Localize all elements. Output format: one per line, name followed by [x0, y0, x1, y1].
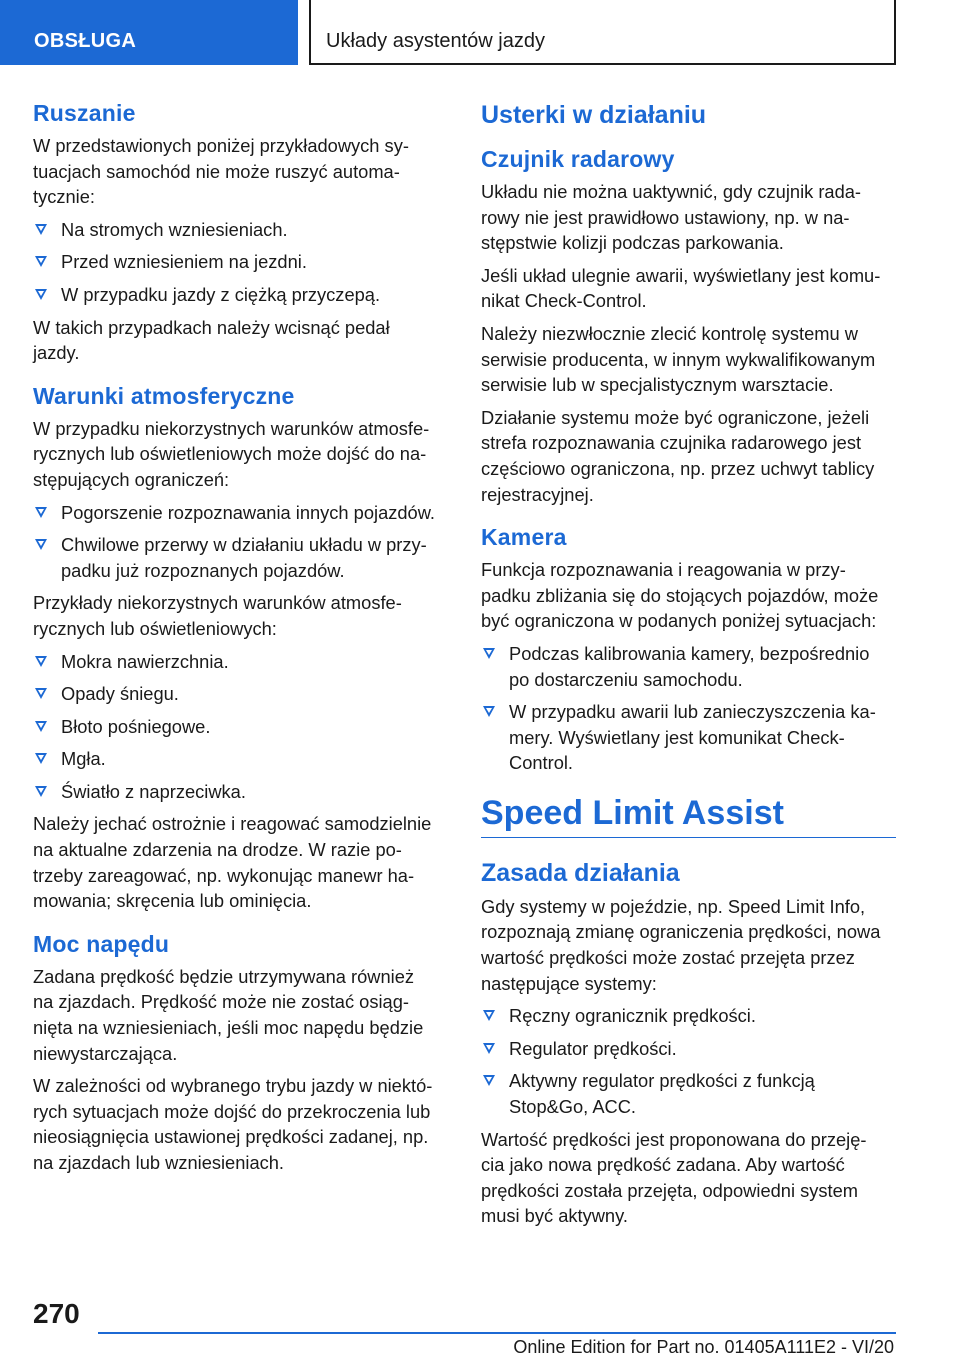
- list-item: Chwilowe przerwy w działaniu układu w przy- padku już rozpoznanych pojazdów.: [33, 532, 449, 583]
- paragraph: W takich przypadkach należy wcisnąć pedał jazdy.: [33, 316, 390, 364]
- bullet-list: [33, 217, 449, 308]
- triangle-bullet-icon: [35, 721, 47, 732]
- triangle-bullet-icon: [35, 656, 47, 667]
- heading-czujnik-radarowy: Czujnik radarowy: [481, 146, 675, 172]
- heading-usterki: Usterki w działaniu: [481, 101, 707, 129]
- list-item: Opady śniegu.: [33, 681, 449, 707]
- triangle-bullet-icon: [35, 289, 47, 300]
- chapter-title: Układy asystentów jazdy: [311, 0, 896, 65]
- heading-kamera: Kamera: [481, 524, 567, 551]
- triangle-bullet-icon: [483, 1010, 495, 1021]
- triangle-bullet-icon: [35, 256, 47, 267]
- paragraph: Jeśli układ ulegnie awarii, wyświetlany jest komu- nikat Check-Control.: [481, 264, 881, 312]
- list-item: Pogorszenie rozpoznawania innych pojazdów.: [33, 500, 449, 526]
- list-item: Mokra nawierzchnia.: [33, 649, 449, 675]
- bullet-list: [33, 649, 449, 805]
- paragraph: Układu nie można uaktywnić, gdy czujnik rada- rowy nie jest prawidłowo ustawiony, np. w na- stępstwie kolizji podczas parkowania.: [481, 181, 862, 254]
- bullet-list: [481, 1003, 896, 1119]
- triangle-bullet-icon: [35, 224, 47, 235]
- list-item: Światło z naprzeciwka.: [33, 779, 449, 805]
- bullet-list: [33, 500, 449, 584]
- list-item: Na stromych wzniesieniach.: [33, 217, 449, 243]
- paragraph: Funkcja rozpoznawania i reagowania w przy- padku zbliżania się do stojących pojazdów, może być ograniczona w podanych poniżej sytuacjach:: [481, 559, 879, 632]
- list-item: Błoto pośniegowe.: [33, 714, 449, 740]
- heading-warunki: Warunki atmosferyczne: [33, 382, 295, 409]
- section-tab: OBSŁUGA: [0, 0, 298, 65]
- paragraph: Wartość prędkości jest proponowana do przeję- cia jako nowa prędkość zadana. Aby wartość prędkości została przejęta, odpowiedni system musi być aktywny.: [481, 1128, 867, 1227]
- list-item: Ręczny ogranicznik prędkości.: [481, 1003, 896, 1029]
- triangle-bullet-icon: [35, 688, 47, 699]
- heading-zasada-dzialania: Zasada działania: [481, 858, 680, 887]
- page-number: 270: [33, 1298, 80, 1329]
- right-column: [481, 100, 896, 1236]
- left-column: [33, 100, 449, 1183]
- triangle-bullet-icon: [483, 1043, 495, 1054]
- paragraph: Zadana prędkość będzie utrzymywana również na zjazdach. Prędkość może nie zostać osiąg- nięta na wzniesieniach, jeśli moc napędu będzie niewystarczająca.: [33, 965, 424, 1064]
- paragraph: W przypadku niekorzystnych warunków atmosfe- rycznych lub oświetleniowych może dojść do na- stępujących ograniczeń:: [33, 417, 430, 490]
- triangle-bullet-icon: [483, 706, 495, 717]
- paragraph: Należy niezwłocznie zlecić kontrolę systemu w serwisie producenta, w innym wykwalifikowanym serwisie lub w specjalistycznym warsztacie.: [481, 322, 876, 396]
- paragraph: Gdy systemy w pojeździe, np. Speed Limit Info, rozpoznają zmianę ograniczenia prędkości, nowa wartość prędkości może zostać przejęta przez następujące systemy:: [481, 895, 881, 994]
- triangle-bullet-icon: [35, 507, 47, 518]
- edition-note: Online Edition for Part no. 01405A111E2 - VI/20: [513, 1337, 894, 1357]
- paragraph: Przykłady niekorzystnych warunków atmosfe- rycznych lub oświetleniowych:: [33, 592, 402, 639]
- list-item: Podczas kalibrowania kamery, bezpośrednio po dostarczeniu samochodu.: [481, 641, 896, 692]
- triangle-bullet-icon: [35, 753, 47, 764]
- list-item: W przypadku awarii lub zanieczyszczenia ka- mery. Wyświetlany jest komunikat Check- Control.: [481, 699, 896, 776]
- heading-moc-napedu: Moc napędu: [33, 930, 170, 957]
- list-item: Mgła.: [33, 746, 449, 772]
- list-item: Regulator prędkości.: [481, 1036, 896, 1062]
- list-item: Aktywny regulator prędkości z funkcją Stop&Go, ACC.: [481, 1068, 896, 1119]
- bullet-list: [481, 641, 896, 776]
- paragraph: W przedstawionych poniżej przykładowych sy- tuacjach samochód nie może ruszyć automa- tycznie:: [33, 135, 409, 208]
- heading-ruszanie: Ruszanie: [33, 100, 136, 126]
- triangle-bullet-icon: [35, 786, 47, 797]
- triangle-bullet-icon: [35, 539, 47, 550]
- list-item: W przypadku jazdy z ciężką przyczepą.: [33, 282, 449, 308]
- list-item: Przed wzniesieniem na jezdni.: [33, 249, 449, 275]
- paragraph: W zależności od wybranego trybu jazdy w niektó- rych sytuacjach może dojść do przekroczenia lub nieosiągnięcia ustawionej prędkości zadanej, np. na zjazdach lub wzniesieniach.: [33, 1075, 433, 1173]
- heading-speed-limit-assist: Speed Limit Assist: [481, 793, 896, 838]
- triangle-bullet-icon: [483, 1075, 495, 1086]
- triangle-bullet-icon: [483, 648, 495, 659]
- paragraph: Działanie systemu może być ograniczone, jeżeli strefa rozpoznawania czujnika radarowego jest częściowo ograniczona, np. przez uchwyt tablicy rejestracyjnej.: [481, 406, 875, 505]
- paragraph: Należy jechać ostrożnie i reagować samodzielnie na aktualne zdarzenia na drodze. W razie po- trzeby zareagować, np. wykonując manewr ha- mowania; skręcenia lub ominięcia.: [33, 813, 432, 912]
